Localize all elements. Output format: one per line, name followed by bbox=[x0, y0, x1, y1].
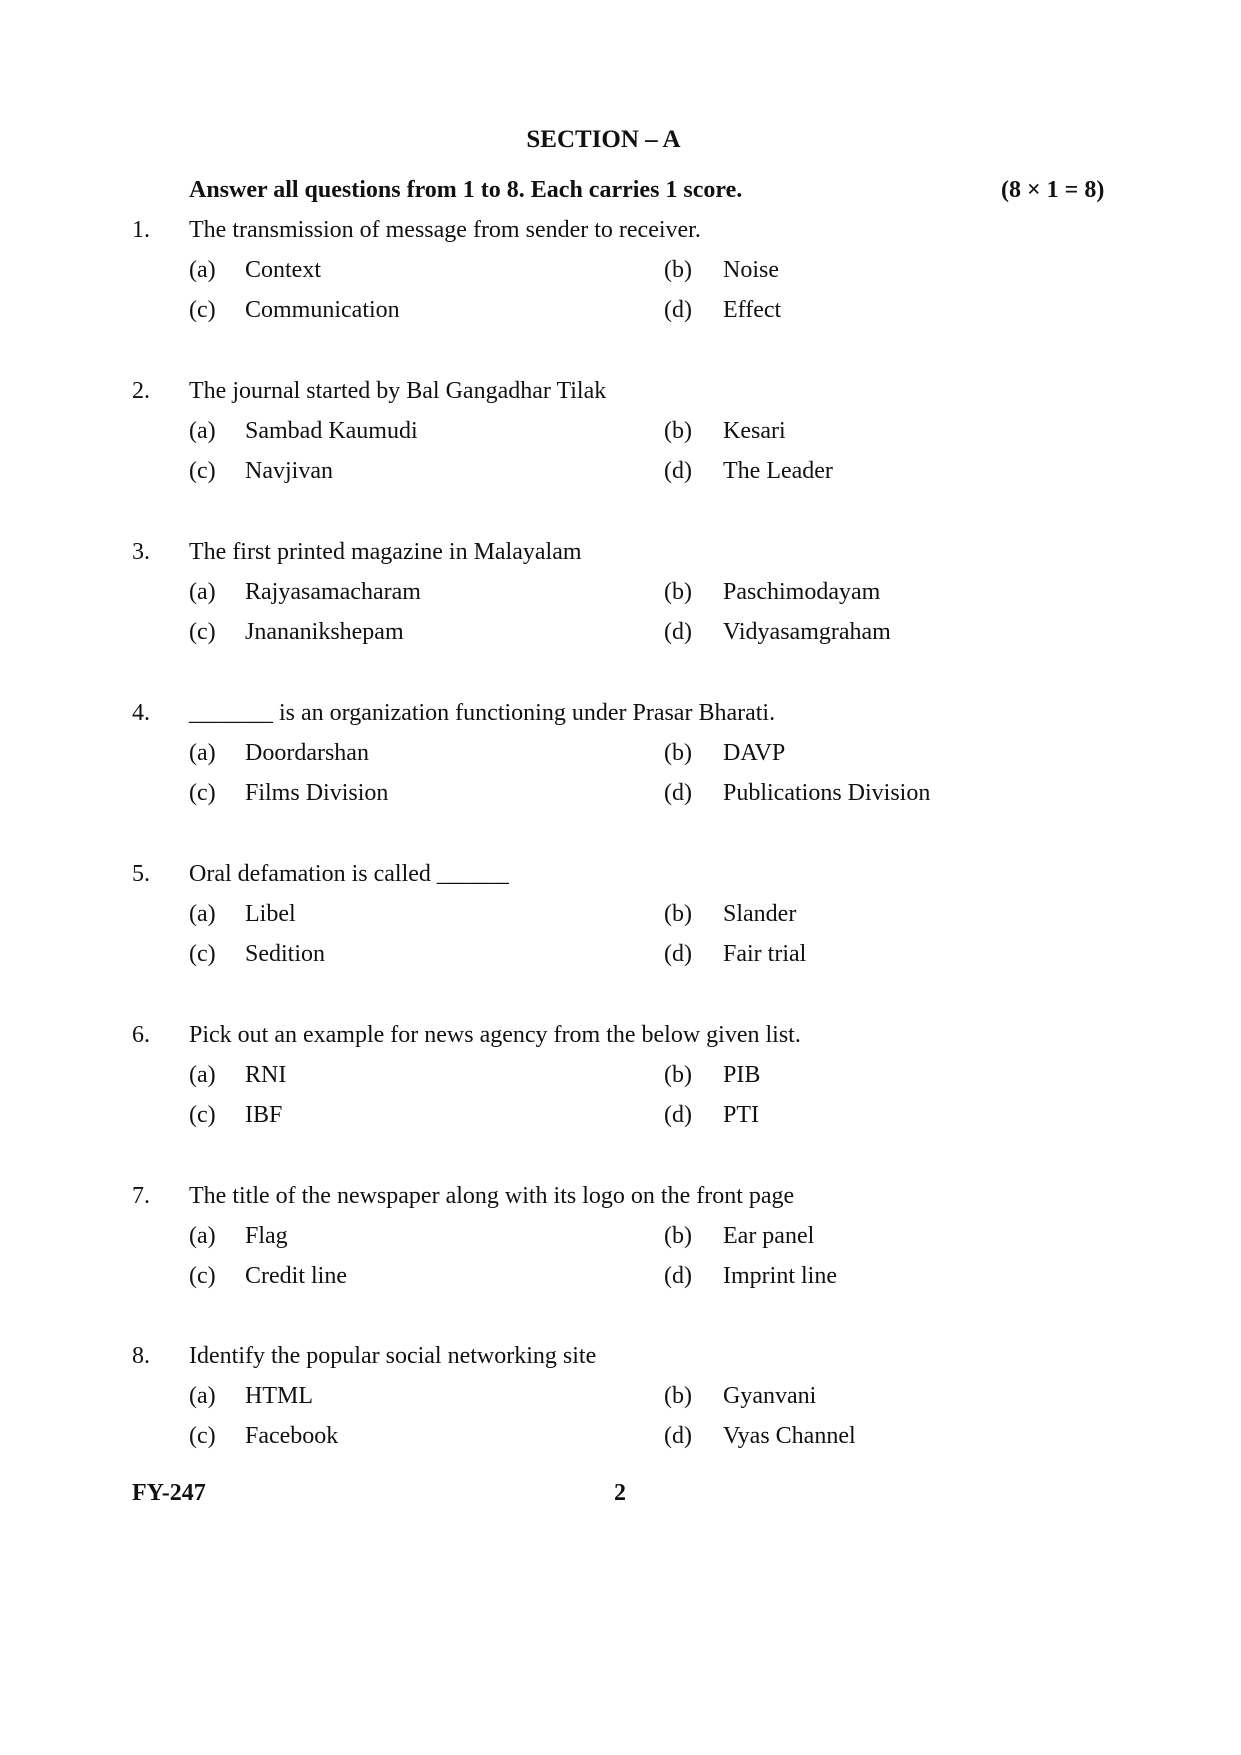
option-text: Communication bbox=[245, 297, 400, 323]
option-label: (c) bbox=[189, 619, 216, 645]
option-label: (b) bbox=[664, 901, 692, 927]
question-text: Identify the popular social networking site bbox=[189, 1343, 597, 1369]
option-text: Doordarshan bbox=[245, 740, 369, 766]
option-text: Effect bbox=[723, 297, 782, 323]
option-label: (c) bbox=[189, 297, 216, 323]
question-text: Pick out an example for news agency from the below given list. bbox=[189, 1022, 801, 1048]
option-text: DAVP bbox=[723, 740, 786, 766]
option-label: (d) bbox=[664, 458, 692, 484]
option-label: (a) bbox=[189, 901, 216, 927]
option-label: (c) bbox=[189, 780, 216, 806]
option-label: (d) bbox=[664, 1102, 692, 1128]
option-label: (b) bbox=[664, 740, 692, 766]
option-text: Paschimodayam bbox=[723, 579, 881, 605]
option-text: IBF bbox=[245, 1102, 283, 1128]
option-text: Slander bbox=[723, 901, 797, 927]
option-label: (c) bbox=[189, 1263, 216, 1289]
option-label: (c) bbox=[189, 458, 216, 484]
option-label: (a) bbox=[189, 579, 216, 605]
question-text: Oral defamation is called ______ bbox=[189, 861, 509, 887]
option-text: The Leader bbox=[723, 458, 833, 484]
question-text: The first printed magazine in Malayalam bbox=[189, 539, 582, 565]
option-label: (b) bbox=[664, 1383, 692, 1409]
question-number: 4. bbox=[132, 700, 150, 726]
question-text: The title of the newspaper along with its logo on the front page bbox=[189, 1183, 795, 1209]
option-label: (b) bbox=[664, 418, 692, 444]
option-text: Credit line bbox=[245, 1263, 347, 1289]
option-text: Vidyasamgraham bbox=[723, 619, 891, 645]
option-text: Context bbox=[245, 257, 321, 283]
option-text: Ear panel bbox=[723, 1223, 815, 1249]
option-text: Gyanvani bbox=[723, 1383, 817, 1409]
option-label: (a) bbox=[189, 1223, 216, 1249]
option-label: (c) bbox=[189, 1102, 216, 1128]
option-label: (d) bbox=[664, 619, 692, 645]
option-label: (d) bbox=[664, 1423, 692, 1449]
option-text: PTI bbox=[723, 1102, 759, 1128]
option-label: (a) bbox=[189, 1383, 216, 1409]
option-text: Films Division bbox=[245, 780, 389, 806]
option-text: Sedition bbox=[245, 941, 326, 967]
option-label: (d) bbox=[664, 297, 692, 323]
option-label: (c) bbox=[189, 941, 216, 967]
option-label: (b) bbox=[664, 257, 692, 283]
option-text: Fair trial bbox=[723, 941, 807, 967]
option-text: PIB bbox=[723, 1062, 761, 1088]
option-text: Imprint line bbox=[723, 1263, 837, 1289]
question-number: 1. bbox=[132, 217, 150, 243]
option-label: (d) bbox=[664, 780, 692, 806]
option-text: Rajyasamacharam bbox=[245, 579, 421, 605]
question-text: The journal started by Bal Gangadhar Tilak bbox=[189, 378, 607, 404]
question-number: 6. bbox=[132, 1022, 150, 1048]
question-number: 5. bbox=[132, 861, 150, 887]
option-label: (b) bbox=[664, 579, 692, 605]
option-text: Flag bbox=[245, 1223, 288, 1249]
option-text: RNI bbox=[245, 1062, 287, 1088]
option-text: Facebook bbox=[245, 1423, 339, 1449]
option-text: Kesari bbox=[723, 418, 786, 444]
option-label: (a) bbox=[189, 740, 216, 766]
option-label: (c) bbox=[189, 1423, 216, 1449]
option-text: Libel bbox=[245, 901, 296, 927]
option-label: (b) bbox=[664, 1223, 692, 1249]
footer-code: FY-247 bbox=[132, 1480, 206, 1506]
option-label: (a) bbox=[189, 418, 216, 444]
question-text: _______ is an organization functioning under Prasar Bharati. bbox=[189, 700, 776, 726]
page-number: 2 bbox=[614, 1480, 626, 1506]
question-text: The transmission of message from sender to receiver. bbox=[189, 217, 701, 243]
question-number: 2. bbox=[132, 378, 150, 404]
option-label: (d) bbox=[664, 1263, 692, 1289]
question-number: 8. bbox=[132, 1343, 150, 1369]
question-number: 3. bbox=[132, 539, 150, 565]
option-label: (d) bbox=[664, 941, 692, 967]
option-text: HTML bbox=[245, 1383, 313, 1409]
option-text: Sambad Kaumudi bbox=[245, 418, 418, 444]
section-title: SECTION – A bbox=[526, 126, 681, 153]
option-text: Jnananikshepam bbox=[245, 619, 404, 645]
question-number: 7. bbox=[132, 1183, 150, 1209]
option-text: Vyas Channel bbox=[723, 1423, 856, 1449]
option-text: Navjivan bbox=[245, 458, 333, 484]
option-label: (a) bbox=[189, 257, 216, 283]
option-label: (b) bbox=[664, 1062, 692, 1088]
score-note: (8 × 1 = 8) bbox=[1001, 177, 1105, 203]
option-label: (a) bbox=[189, 1062, 216, 1088]
option-text: Publications Division bbox=[723, 780, 931, 806]
instruction: Answer all questions from 1 to 8. Each carries 1 score. bbox=[189, 177, 743, 203]
option-text: Noise bbox=[723, 257, 779, 283]
